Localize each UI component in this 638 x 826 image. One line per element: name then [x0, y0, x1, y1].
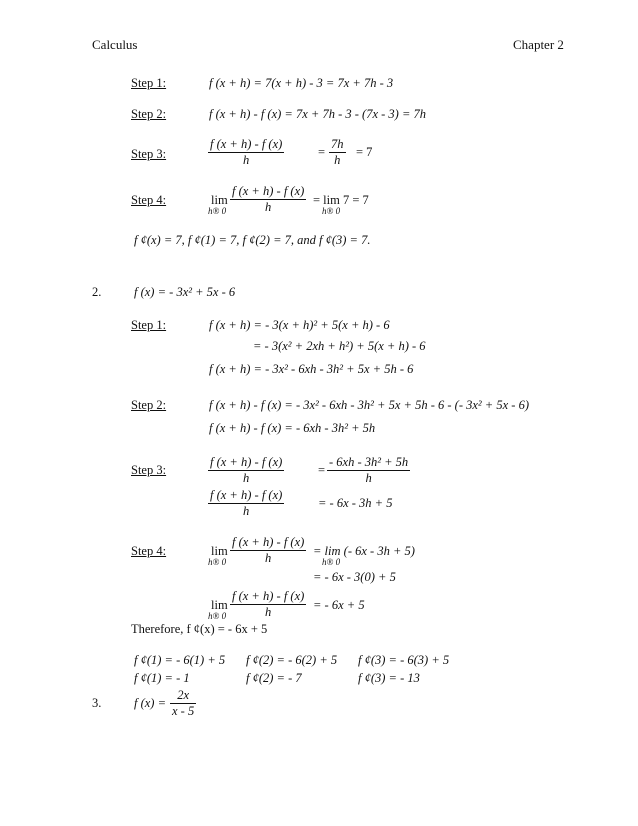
denominator: h — [265, 605, 272, 619]
equation: f (x + h) = - 3(x + h)² + 5(x + h) - 6 — [209, 318, 390, 332]
fraction — [208, 488, 284, 519]
equals-sign: = — [318, 145, 326, 159]
denominator: h — [365, 471, 372, 485]
equation: = lim 7 = 7 — [313, 193, 369, 207]
derivative-value: f ¢(3) = - 13 — [358, 671, 420, 685]
fraction — [170, 688, 196, 719]
denominator: h — [243, 471, 250, 485]
equation: = - 6x - 3h + 5 — [318, 496, 393, 510]
denominator: h — [243, 504, 250, 518]
step-label: Step 1: — [131, 76, 167, 90]
limit-subscript: h® 0 — [208, 611, 227, 621]
fraction — [327, 455, 410, 486]
denominator: h — [265, 551, 272, 565]
fraction — [230, 184, 306, 215]
problem-number: 2. — [92, 285, 102, 299]
numerator: - 6xh - 3h² + 5h — [329, 455, 409, 469]
numerator: f (x + h) - f (x) — [210, 455, 283, 469]
conclusion: Therefore, f ¢(x) = - 6x + 5 — [131, 622, 268, 636]
limit-subscript: h® 0 — [208, 206, 227, 216]
equation: f (x + h) = - 3x² - 6xh - 3h² + 5x + 5h - 6 — [209, 362, 414, 376]
derivative-value: f ¢(3) = - 6(3) + 5 — [358, 653, 450, 667]
function-definition: f (x) = - 3x² + 5x - 6 — [134, 285, 236, 299]
denominator: x - 5 — [172, 704, 195, 718]
numerator: f (x + h) - f (x) — [210, 488, 283, 502]
equals-sign: = — [318, 463, 326, 477]
step-label: Step 3: — [131, 463, 167, 477]
limit-subscript: h® 0 — [322, 557, 341, 567]
limit-subscript: h® 0 — [208, 557, 227, 567]
fraction — [208, 455, 284, 486]
header-course: Calculus — [92, 37, 138, 52]
numerator: f (x + h) - f (x) — [210, 137, 283, 151]
fraction — [329, 137, 346, 168]
denominator: h — [265, 200, 272, 214]
limit-operator: lim — [211, 544, 228, 558]
equation: f (x + h) = 7(x + h) - 3 = 7x + 7h - 3 — [209, 76, 394, 90]
derivative-value: f ¢(1) = - 1 — [134, 671, 190, 685]
numerator: f (x + h) - f (x) — [232, 589, 305, 603]
limit-operator: lim — [211, 193, 228, 207]
derivative-value: f ¢(1) = - 6(1) + 5 — [134, 653, 226, 667]
limit-operator: lim — [211, 598, 228, 612]
step-label: Step 4: — [131, 193, 167, 207]
numerator: 2x — [170, 688, 196, 704]
step-label: Step 1: — [131, 318, 167, 332]
equation: = - 6x - 3(0) + 5 — [313, 570, 396, 584]
derivative-value: f ¢(2) = - 7 — [246, 671, 302, 685]
step-label: Step 4: — [131, 544, 167, 558]
equation: = lim (- 6x - 3h + 5) — [313, 544, 415, 558]
step-label: Step 3: — [131, 147, 167, 161]
denominator: h — [334, 153, 341, 167]
step-label: Step 2: — [131, 398, 167, 412]
fraction — [230, 589, 306, 620]
numerator: f (x + h) - f (x) — [232, 535, 305, 549]
equation: = - 3(x² + 2xh + h²) + 5(x + h) - 6 — [253, 339, 426, 353]
fraction — [230, 535, 306, 566]
function-lhs: f (x) = — [134, 696, 167, 710]
denominator: h — [243, 153, 250, 167]
header-chapter: Chapter 2 — [513, 37, 564, 52]
numerator: f (x + h) - f (x) — [232, 184, 305, 198]
equation: = 7 — [356, 145, 373, 159]
step-label: Step 2: — [131, 107, 167, 121]
equation: f (x + h) - f (x) = - 3x² - 6xh - 3h² + 5x + 5h - 6 - (- 3x² + 5x - 6) — [209, 398, 529, 412]
derivative-values: f ¢(x) = 7, f ¢(1) = 7, f ¢(2) = 7, and f ¢(3) = 7. — [134, 233, 371, 247]
limit-subscript: h® 0 — [322, 206, 341, 216]
numerator: 7h — [331, 137, 344, 151]
equation: = - 6x + 5 — [313, 598, 365, 612]
fraction — [208, 137, 284, 168]
equation: f (x + h) - f (x) = 7x + 7h - 3 - (7x - 3) = 7h — [209, 107, 427, 121]
derivative-value: f ¢(2) = - 6(2) + 5 — [246, 653, 338, 667]
equation: f (x + h) - f (x) = - 6xh - 3h² + 5h — [209, 421, 376, 435]
problem-number: 3. — [92, 696, 102, 710]
